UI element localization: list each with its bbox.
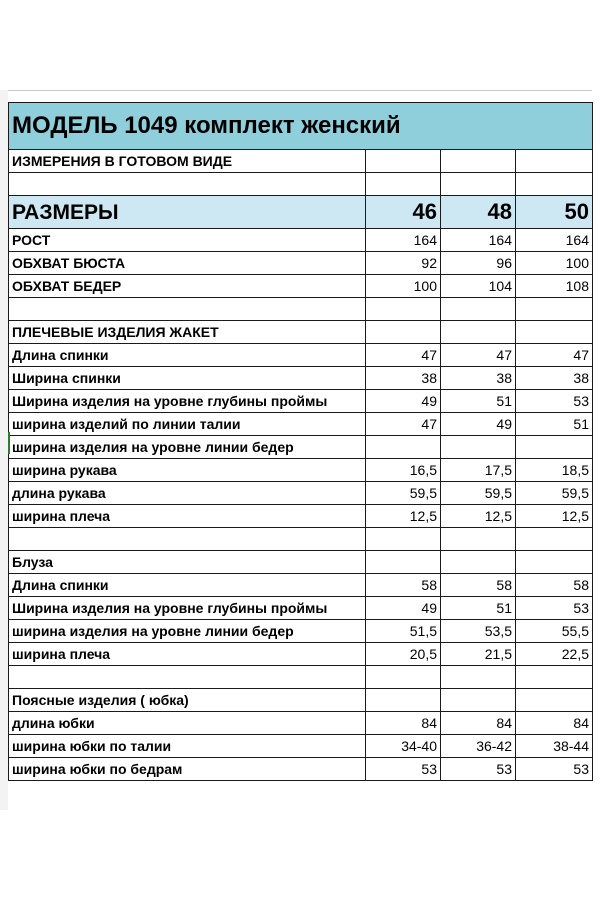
value-cell-size-46[interactable]: 47 bbox=[366, 413, 441, 436]
table-row bbox=[9, 735, 593, 758]
table-row bbox=[9, 459, 593, 482]
size-48-cell[interactable]: 48 bbox=[441, 196, 516, 229]
row-label-cell[interactable]: ширина юбки по талии bbox=[9, 735, 366, 758]
value-cell-size-48[interactable] bbox=[441, 528, 516, 551]
table-row bbox=[9, 436, 593, 459]
table-row bbox=[9, 367, 593, 390]
cell-selection-marker bbox=[8, 432, 10, 454]
value-cell-size-46[interactable]: 100 bbox=[366, 275, 441, 298]
value-cell-size-46[interactable]: 49 bbox=[366, 597, 441, 620]
value-cell-size-48[interactable]: 49 bbox=[441, 413, 516, 436]
value-cell-size-50[interactable]: 38-44 bbox=[516, 735, 593, 758]
value-cell-size-50[interactable] bbox=[516, 298, 593, 321]
measurement-rows bbox=[9, 229, 593, 781]
value-cell-size-50[interactable]: 38 bbox=[516, 367, 593, 390]
row-label-cell[interactable]: Ширина изделия на уровне глубины проймы bbox=[9, 390, 366, 413]
row-label-cell[interactable]: Длина спинки bbox=[9, 344, 366, 367]
row-label-cell[interactable]: ширина изделий по линии талии bbox=[9, 413, 366, 436]
value-cell-size-46[interactable]: 38 bbox=[366, 367, 441, 390]
value-cell-size-46[interactable]: 12,5 bbox=[366, 505, 441, 528]
sheet-top-border bbox=[8, 90, 592, 91]
table-row bbox=[9, 482, 593, 505]
value-cell-size-46[interactable] bbox=[366, 689, 441, 712]
empty-row bbox=[9, 173, 593, 196]
value-cell-size-48[interactable] bbox=[441, 321, 516, 344]
table-row bbox=[9, 275, 593, 298]
value-cell-size-48[interactable]: 51 bbox=[441, 597, 516, 620]
empty-cell[interactable] bbox=[366, 150, 441, 173]
row-label-cell[interactable]: длина юбки bbox=[9, 712, 366, 735]
value-cell-size-50[interactable] bbox=[516, 666, 593, 689]
value-cell-size-50[interactable]: 59,5 bbox=[516, 482, 593, 505]
value-cell-size-50[interactable]: 53 bbox=[516, 390, 593, 413]
value-cell-size-46[interactable]: 16,5 bbox=[366, 459, 441, 482]
value-cell-size-46[interactable] bbox=[366, 321, 441, 344]
value-cell-size-50[interactable]: 55,5 bbox=[516, 620, 593, 643]
value-cell-size-46[interactable] bbox=[366, 528, 441, 551]
table-row bbox=[9, 344, 593, 367]
empty-row bbox=[9, 528, 593, 551]
value-cell-size-48[interactable]: 96 bbox=[441, 252, 516, 275]
value-cell-size-50[interactable] bbox=[516, 689, 593, 712]
value-cell-size-48[interactable]: 21,5 bbox=[441, 643, 516, 666]
size-50-cell[interactable]: 50 bbox=[516, 196, 593, 229]
row-header-gutter bbox=[0, 90, 8, 810]
value-cell-size-48[interactable] bbox=[441, 298, 516, 321]
value-cell-size-50[interactable] bbox=[516, 436, 593, 459]
row-label-cell[interactable]: ширина плеча bbox=[9, 505, 366, 528]
value-cell-size-50[interactable]: 47 bbox=[516, 344, 593, 367]
table-row bbox=[9, 252, 593, 275]
row-label-cell[interactable]: ширина изделия на уровне линии бедер bbox=[9, 436, 366, 459]
value-cell-size-46[interactable]: 49 bbox=[366, 390, 441, 413]
value-cell-size-46[interactable]: 53 bbox=[366, 758, 441, 781]
value-cell-size-50[interactable]: 108 bbox=[516, 275, 593, 298]
row-label-cell[interactable]: Длина спинки bbox=[9, 574, 366, 597]
row-label-cell[interactable]: ширина изделия на уровне линии бедер bbox=[9, 620, 366, 643]
empty-cell[interactable] bbox=[441, 173, 516, 196]
value-cell-size-46[interactable]: 92 bbox=[366, 252, 441, 275]
table-row bbox=[9, 574, 593, 597]
empty-cell[interactable] bbox=[516, 173, 593, 196]
table-row bbox=[9, 229, 593, 252]
sheet-title[interactable]: МОДЕЛЬ 1049 комплект женский bbox=[9, 103, 593, 150]
value-cell-size-50[interactable]: 58 bbox=[516, 574, 593, 597]
value-cell-size-46[interactable]: 58 bbox=[366, 574, 441, 597]
value-cell-size-50[interactable]: 18,5 bbox=[516, 459, 593, 482]
value-cell-size-48[interactable]: 47 bbox=[441, 344, 516, 367]
value-cell-size-50[interactable]: 12,5 bbox=[516, 505, 593, 528]
value-cell-size-50[interactable]: 22,5 bbox=[516, 643, 593, 666]
table-row bbox=[9, 689, 593, 712]
empty-row bbox=[9, 666, 593, 689]
row-label-cell[interactable]: Ширина изделия на уровне глубины проймы bbox=[9, 597, 366, 620]
table-row bbox=[9, 712, 593, 735]
value-cell-size-48[interactable]: 51 bbox=[441, 390, 516, 413]
value-cell-size-46[interactable] bbox=[366, 666, 441, 689]
row-label-cell[interactable] bbox=[9, 298, 366, 321]
value-cell-size-50[interactable]: 53 bbox=[516, 758, 593, 781]
value-cell-size-46[interactable]: 51,5 bbox=[366, 620, 441, 643]
value-cell-size-50[interactable]: 84 bbox=[516, 712, 593, 735]
value-cell-size-50[interactable]: 53 bbox=[516, 597, 593, 620]
size-chart-sheet bbox=[8, 102, 592, 781]
value-cell-size-50[interactable] bbox=[516, 321, 593, 344]
value-cell-size-46[interactable]: 84 bbox=[366, 712, 441, 735]
empty-row bbox=[9, 298, 593, 321]
empty-cell[interactable] bbox=[9, 173, 366, 196]
table-row bbox=[9, 758, 593, 781]
row-label-cell[interactable]: ПЛЕЧЕВЫЕ ИЗДЕЛИЯ ЖАКЕТ bbox=[9, 321, 366, 344]
empty-cell[interactable] bbox=[516, 150, 593, 173]
table-row bbox=[9, 321, 593, 344]
row-label-cell[interactable]: ширина юбки по бедрам bbox=[9, 758, 366, 781]
value-cell-size-46[interactable] bbox=[366, 436, 441, 459]
row-label-cell[interactable]: ОБХВАТ БЕДЕР bbox=[9, 275, 366, 298]
value-cell-size-48[interactable]: 38 bbox=[441, 367, 516, 390]
table-row bbox=[9, 643, 593, 666]
value-cell-size-46[interactable]: 59,5 bbox=[366, 482, 441, 505]
value-cell-size-48[interactable]: 104 bbox=[441, 275, 516, 298]
value-cell-size-48[interactable]: 36-42 bbox=[441, 735, 516, 758]
value-cell-size-46[interactable]: 164 bbox=[366, 229, 441, 252]
row-label-cell[interactable]: длина рукава bbox=[9, 482, 366, 505]
row-label-cell[interactable]: ширина рукава bbox=[9, 459, 366, 482]
value-cell-size-48[interactable]: 59,5 bbox=[441, 482, 516, 505]
row-label-cell[interactable]: РОСТ bbox=[9, 229, 366, 252]
value-cell-size-48[interactable]: 84 bbox=[441, 712, 516, 735]
value-cell-size-50[interactable] bbox=[516, 528, 593, 551]
size-46-cell[interactable]: 46 bbox=[366, 196, 441, 229]
value-cell-size-50[interactable]: 51 bbox=[516, 413, 593, 436]
value-cell-size-50[interactable]: 164 bbox=[516, 229, 593, 252]
value-cell-size-48[interactable] bbox=[441, 689, 516, 712]
value-cell-size-46[interactable]: 20,5 bbox=[366, 643, 441, 666]
sizes-label-cell[interactable]: РАЗМЕРЫ bbox=[9, 196, 366, 229]
subtitle-row bbox=[9, 150, 593, 173]
row-label-cell[interactable] bbox=[9, 666, 366, 689]
row-label-cell[interactable]: ОБХВАТ БЮСТА bbox=[9, 252, 366, 275]
row-label-cell[interactable]: ширина плеча bbox=[9, 643, 366, 666]
subtitle-cell[interactable]: ИЗМЕРЕНИЯ В ГОТОВОМ ВИДЕ bbox=[9, 150, 366, 173]
size-chart-table bbox=[8, 102, 593, 781]
empty-cell[interactable] bbox=[366, 173, 441, 196]
table-row bbox=[9, 620, 593, 643]
value-cell-size-48[interactable] bbox=[441, 551, 516, 574]
row-label-cell[interactable] bbox=[9, 528, 366, 551]
value-cell-size-48[interactable]: 12,5 bbox=[441, 505, 516, 528]
value-cell-size-48[interactable]: 58 bbox=[441, 574, 516, 597]
row-label-cell[interactable]: Ширина спинки bbox=[9, 367, 366, 390]
table-row bbox=[9, 551, 593, 574]
value-cell-size-46[interactable] bbox=[366, 551, 441, 574]
value-cell-size-46[interactable] bbox=[366, 298, 441, 321]
table-row bbox=[9, 505, 593, 528]
value-cell-size-48[interactable]: 53 bbox=[441, 758, 516, 781]
table-row bbox=[9, 390, 593, 413]
value-cell-size-48[interactable]: 53,5 bbox=[441, 620, 516, 643]
value-cell-size-46[interactable]: 47 bbox=[366, 344, 441, 367]
value-cell-size-48[interactable] bbox=[441, 436, 516, 459]
sizes-header-row bbox=[9, 196, 593, 229]
row-label-cell[interactable]: Блуза bbox=[9, 551, 366, 574]
value-cell-size-48[interactable]: 164 bbox=[441, 229, 516, 252]
empty-cell[interactable] bbox=[441, 150, 516, 173]
value-cell-size-46[interactable]: 34-40 bbox=[366, 735, 441, 758]
table-row bbox=[9, 597, 593, 620]
value-cell-size-48[interactable]: 17,5 bbox=[441, 459, 516, 482]
title-row bbox=[9, 103, 593, 150]
table-row bbox=[9, 413, 593, 436]
row-label-cell[interactable]: Поясные изделия ( юбка) bbox=[9, 689, 366, 712]
value-cell-size-50[interactable]: 100 bbox=[516, 252, 593, 275]
value-cell-size-48[interactable] bbox=[441, 666, 516, 689]
value-cell-size-50[interactable] bbox=[516, 551, 593, 574]
